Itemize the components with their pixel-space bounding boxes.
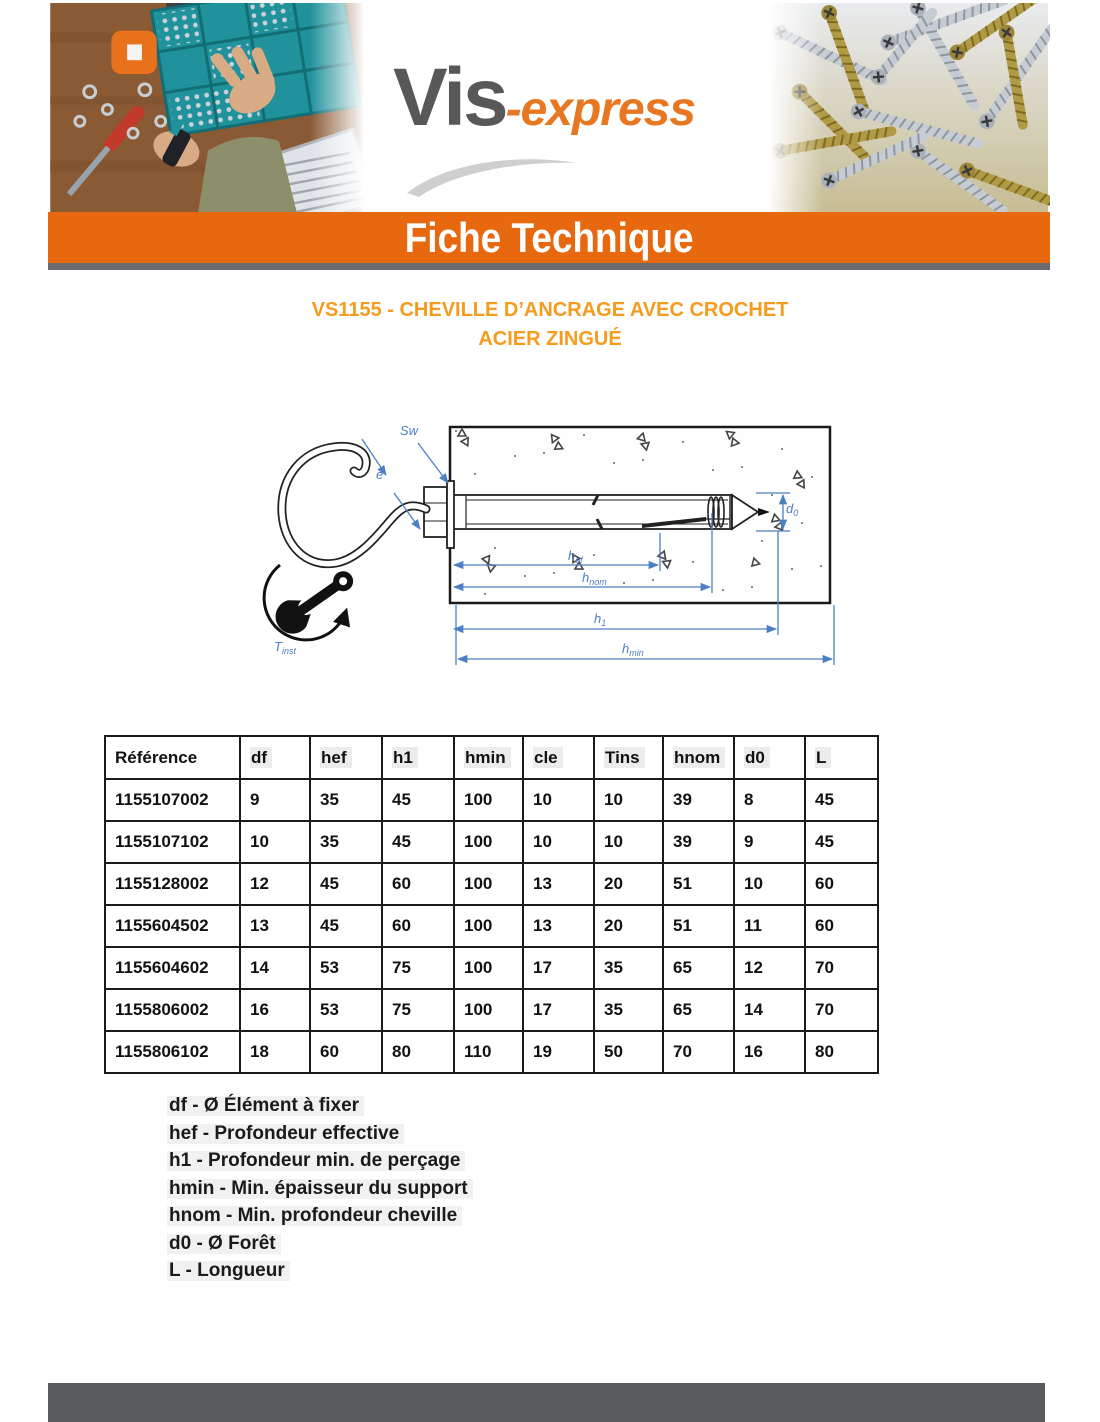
value-cell: 13 bbox=[523, 863, 594, 905]
column-header-hef: hef bbox=[310, 736, 382, 779]
table-row bbox=[105, 1031, 878, 1073]
value-cell: 53 bbox=[310, 989, 382, 1031]
value-cell: 14 bbox=[240, 947, 310, 989]
value-cell: 70 bbox=[805, 947, 878, 989]
brand-logo bbox=[365, 3, 768, 212]
hex-nut bbox=[424, 481, 454, 548]
table-row bbox=[105, 989, 878, 1031]
section-banner bbox=[48, 212, 1050, 263]
banner-title: Fiche Technique bbox=[404, 213, 694, 261]
hook bbox=[282, 446, 426, 563]
workbench-photo bbox=[48, 3, 365, 212]
dim-label-hmin: $h_{min}$ bbox=[622, 641, 644, 658]
dim-label-tinst: $T_{inst}$ bbox=[274, 639, 296, 656]
dim-label-sw: Sw bbox=[400, 423, 419, 438]
value-cell: 20 bbox=[594, 905, 663, 947]
value-cell: 75 bbox=[382, 947, 454, 989]
reference-cell: 1155107102 bbox=[105, 821, 240, 863]
reference-cell: 1155604602 bbox=[105, 947, 240, 989]
column-header-l: L bbox=[805, 736, 878, 779]
product-title-line1: VS1155 - CHEVILLE D’ANCRAGE AVEC CROCHET bbox=[311, 299, 789, 321]
wrench-icon bbox=[264, 562, 361, 641]
value-cell: 60 bbox=[382, 905, 454, 947]
legend-item: hnom - Min. profondeur cheville bbox=[167, 1206, 473, 1226]
divider-strip bbox=[48, 263, 1050, 270]
value-cell: 10 bbox=[594, 821, 663, 863]
dim-label-e: e bbox=[376, 467, 384, 482]
value-cell: 16 bbox=[240, 989, 310, 1031]
value-cell: 17 bbox=[523, 947, 594, 989]
value-cell: 20 bbox=[594, 863, 663, 905]
product-title bbox=[0, 296, 1100, 354]
value-cell: 10 bbox=[523, 821, 594, 863]
column-header-hnom: hnom bbox=[663, 736, 734, 779]
reference-cell: 1155128002 bbox=[105, 863, 240, 905]
dim-label-d0: $d_0$ bbox=[786, 501, 799, 518]
value-cell: 100 bbox=[454, 905, 523, 947]
value-cell: 39 bbox=[663, 821, 734, 863]
value-cell: 50 bbox=[594, 1031, 663, 1073]
reference-cell: 1155604502 bbox=[105, 905, 240, 947]
reference-cell: 1155806102 bbox=[105, 1031, 240, 1073]
value-cell: 45 bbox=[805, 821, 878, 863]
value-cell: 100 bbox=[454, 947, 523, 989]
value-cell: 45 bbox=[382, 779, 454, 821]
table-header-row bbox=[105, 736, 878, 779]
value-cell: 60 bbox=[805, 905, 878, 947]
dim-label-h1: $h_1$ bbox=[594, 611, 607, 628]
value-cell: 60 bbox=[310, 1031, 382, 1073]
column-header-cle: cle bbox=[523, 736, 594, 779]
reference-cell: 1155107002 bbox=[105, 779, 240, 821]
value-cell: 13 bbox=[523, 905, 594, 947]
column-header-référence: Référence bbox=[105, 736, 240, 779]
value-cell: 13 bbox=[240, 905, 310, 947]
legend-item: df - Ø Élément à fixer bbox=[167, 1096, 473, 1116]
value-cell: 110 bbox=[454, 1031, 523, 1073]
value-cell: 35 bbox=[594, 989, 663, 1031]
value-cell: 14 bbox=[734, 989, 805, 1031]
value-cell: 100 bbox=[454, 989, 523, 1031]
screws-photo bbox=[768, 3, 1050, 212]
table-row bbox=[105, 863, 878, 905]
legend-item: L - Longueur bbox=[167, 1261, 473, 1281]
value-cell: 35 bbox=[310, 779, 382, 821]
column-header-hmin: hmin bbox=[454, 736, 523, 779]
anchor-bolt bbox=[452, 495, 770, 529]
value-cell: 35 bbox=[594, 947, 663, 989]
legend-item: hmin - Min. épaisseur du support bbox=[167, 1179, 473, 1199]
table-row bbox=[105, 905, 878, 947]
table-row bbox=[105, 821, 878, 863]
value-cell: 10 bbox=[594, 779, 663, 821]
legend-item: hef - Profondeur effective bbox=[167, 1124, 473, 1144]
logo-swoosh bbox=[405, 155, 585, 197]
value-cell: 51 bbox=[663, 863, 734, 905]
value-cell: 17 bbox=[523, 989, 594, 1031]
value-cell: 18 bbox=[240, 1031, 310, 1073]
value-cell: 80 bbox=[805, 1031, 878, 1073]
product-title-line2: ACIER ZINGUÉ bbox=[478, 328, 622, 350]
value-cell: 51 bbox=[663, 905, 734, 947]
table-row bbox=[105, 947, 878, 989]
value-cell: 45 bbox=[310, 905, 382, 947]
value-cell: 70 bbox=[663, 1031, 734, 1073]
value-cell: 45 bbox=[382, 821, 454, 863]
legend-item: d0 - Ø Forêt bbox=[167, 1234, 473, 1254]
brand-name-secondary: -express bbox=[505, 83, 696, 136]
technical-drawing bbox=[250, 413, 850, 703]
value-cell: 8 bbox=[734, 779, 805, 821]
value-cell: 100 bbox=[454, 863, 523, 905]
dim-label-hnom: $h_{nom}$ bbox=[582, 570, 607, 587]
value-cell: 65 bbox=[663, 947, 734, 989]
value-cell: 10 bbox=[734, 863, 805, 905]
legend-item: h1 - Profondeur min. de perçage bbox=[167, 1151, 473, 1171]
value-cell: 100 bbox=[454, 779, 523, 821]
spec-table bbox=[104, 735, 879, 1074]
value-cell: 10 bbox=[240, 821, 310, 863]
table-row bbox=[105, 779, 878, 821]
column-header-d0: d0 bbox=[734, 736, 805, 779]
dim-label-hef: $h_{ef}$ bbox=[568, 548, 583, 565]
column-header-tins: Tins bbox=[594, 736, 663, 779]
value-cell: 65 bbox=[663, 989, 734, 1031]
column-header-df: df bbox=[240, 736, 310, 779]
value-cell: 75 bbox=[382, 989, 454, 1031]
brand-name-primary: Vis bbox=[393, 52, 506, 143]
reference-cell: 1155806002 bbox=[105, 989, 240, 1031]
value-cell: 53 bbox=[310, 947, 382, 989]
value-cell: 12 bbox=[734, 947, 805, 989]
value-cell: 12 bbox=[240, 863, 310, 905]
value-cell: 39 bbox=[663, 779, 734, 821]
value-cell: 19 bbox=[523, 1031, 594, 1073]
footer-bar bbox=[48, 1383, 1045, 1422]
column-header-h1: h1 bbox=[382, 736, 454, 779]
value-cell: 70 bbox=[805, 989, 878, 1031]
value-cell: 60 bbox=[382, 863, 454, 905]
value-cell: 9 bbox=[240, 779, 310, 821]
value-cell: 16 bbox=[734, 1031, 805, 1073]
value-cell: 60 bbox=[805, 863, 878, 905]
value-cell: 45 bbox=[310, 863, 382, 905]
value-cell: 10 bbox=[523, 779, 594, 821]
value-cell: 11 bbox=[734, 905, 805, 947]
value-cell: 100 bbox=[454, 821, 523, 863]
value-cell: 35 bbox=[310, 821, 382, 863]
value-cell: 9 bbox=[734, 821, 805, 863]
value-cell: 80 bbox=[382, 1031, 454, 1073]
legend bbox=[167, 1096, 473, 1289]
value-cell: 45 bbox=[805, 779, 878, 821]
